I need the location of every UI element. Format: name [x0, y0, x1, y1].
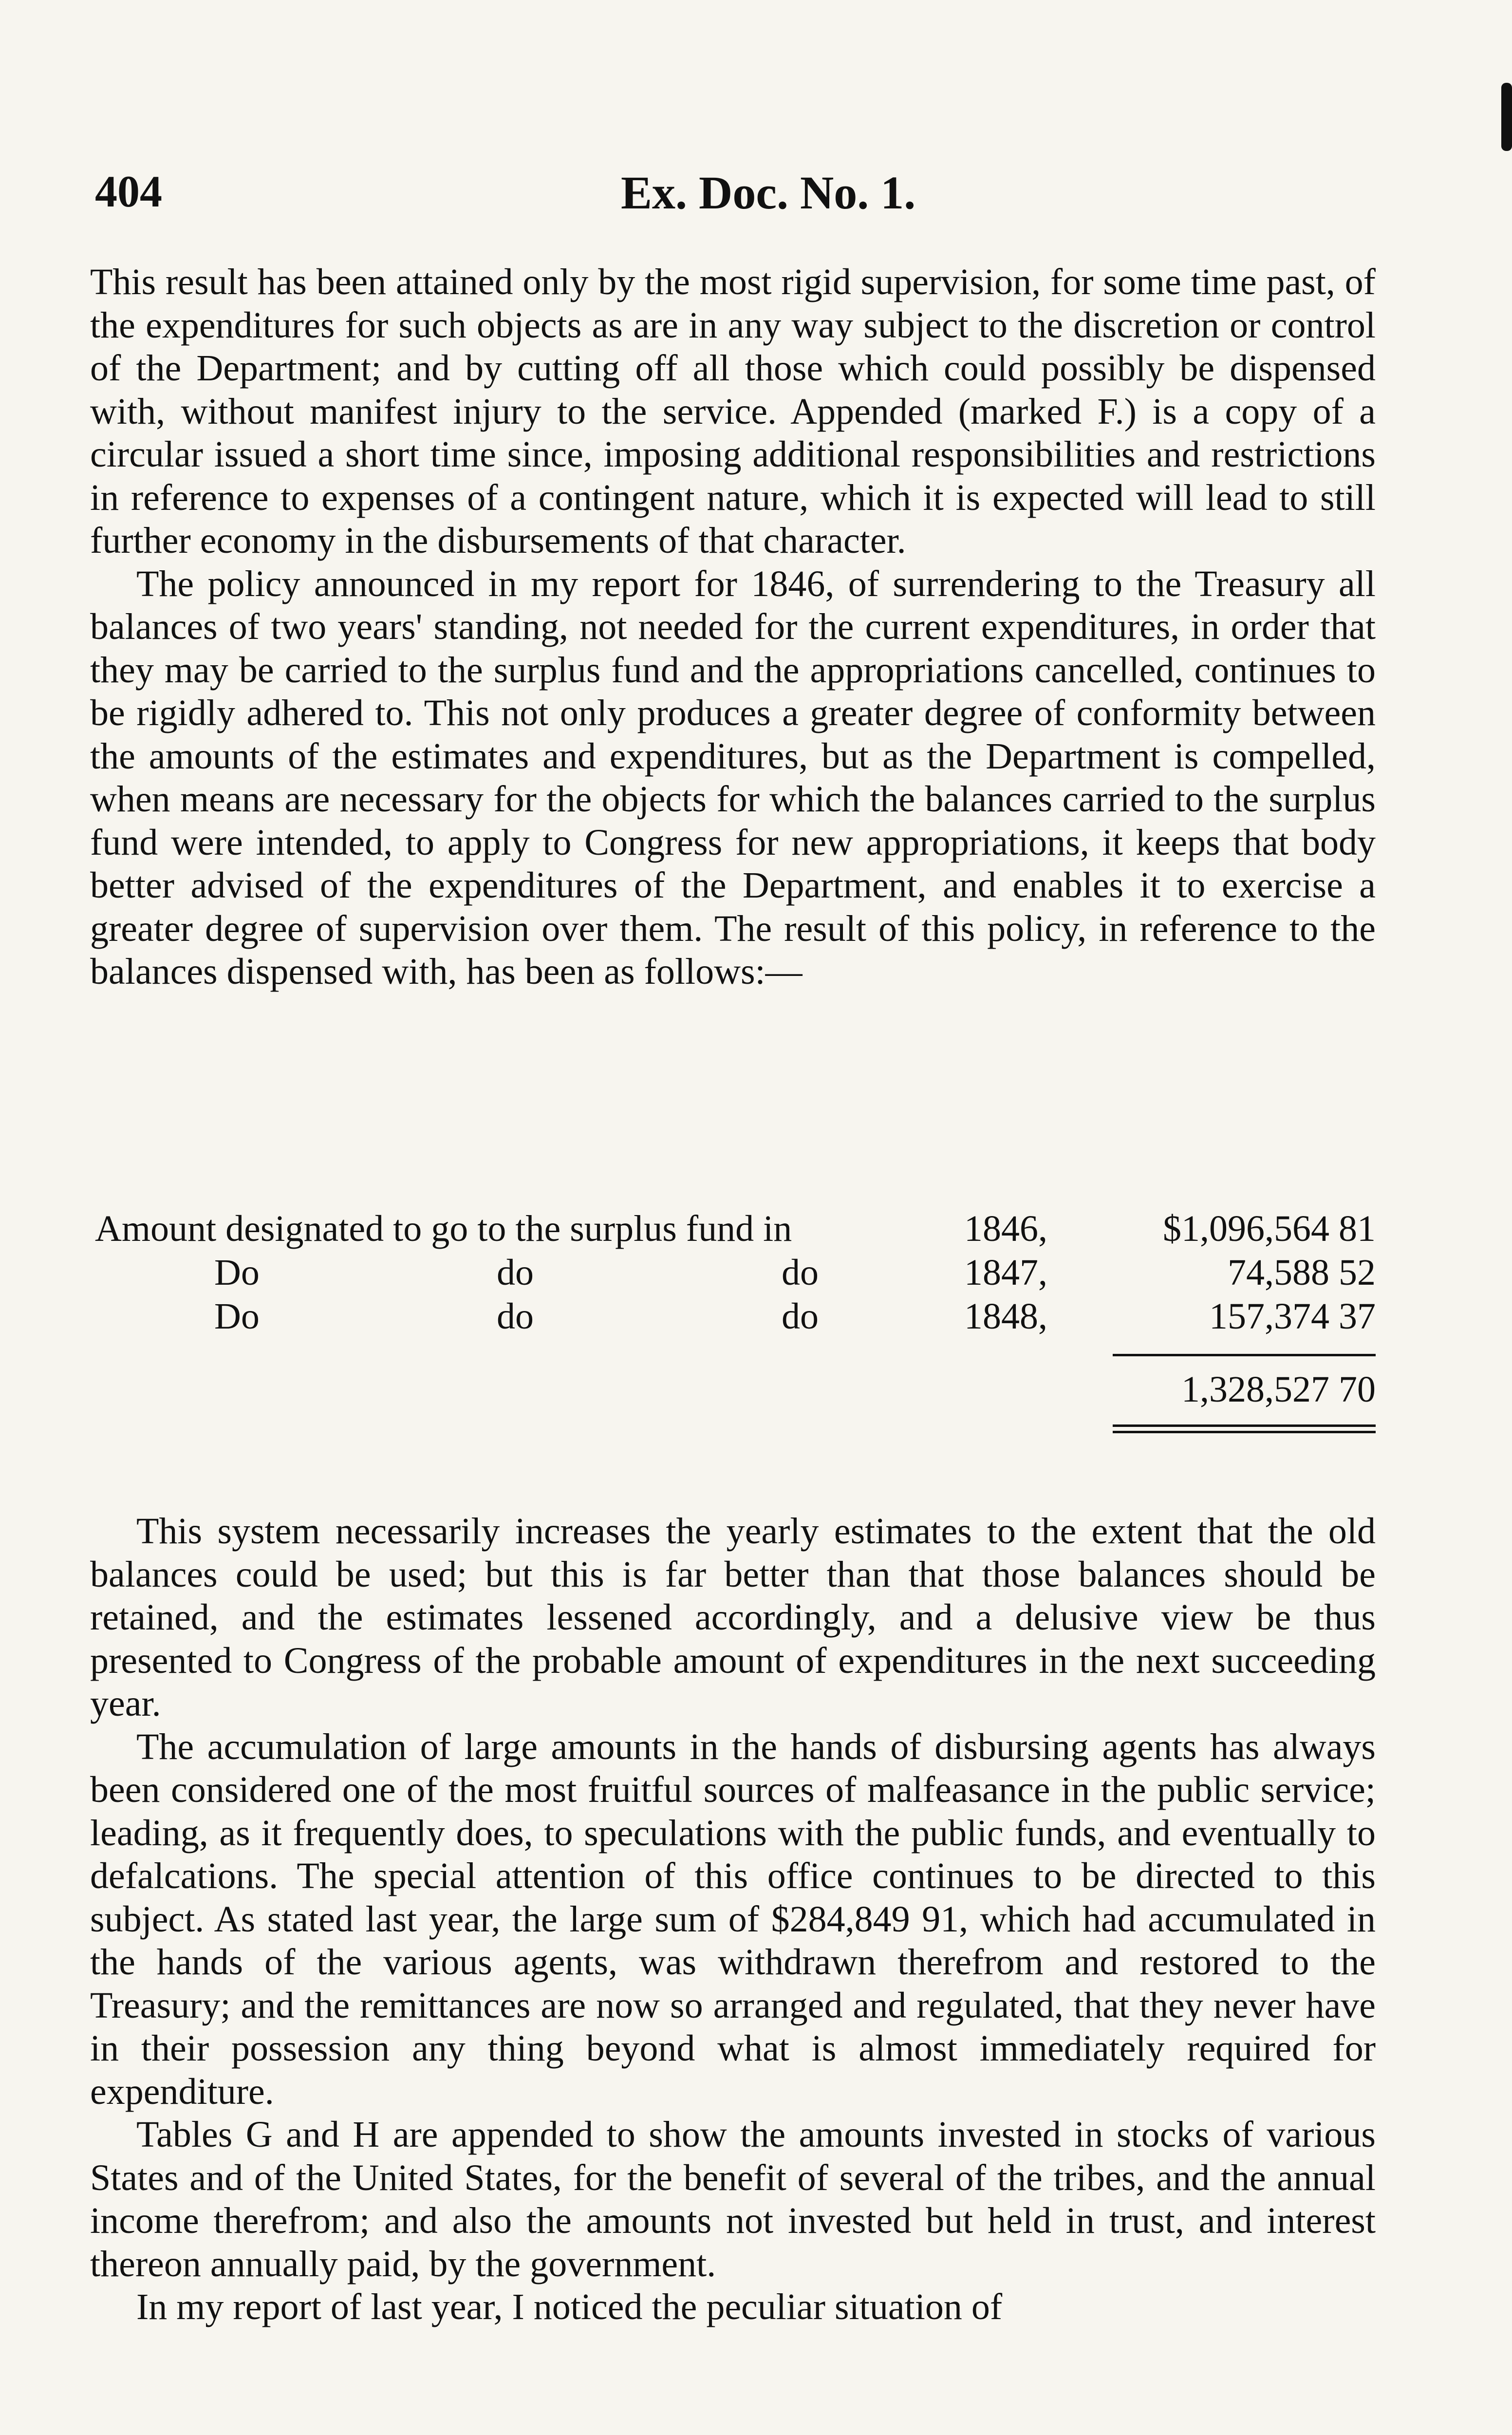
row-amount: $1,096,564 81 — [1163, 1208, 1376, 1249]
row-year: 1846, — [964, 1208, 1047, 1249]
paragraph-last-year: In my report of last year, I noticed the peculiar situation of — [136, 2286, 1003, 2327]
sum-rule — [1113, 1354, 1376, 1356]
paragraph-supervision: This result has been attained only by the most rigid supervision, for some time past, of the expenditures for such objects as are in any way subject to the discretion or control of the Department; and by cutting off all those which could possibly be dispensed with, without manifest injury to the service. Appended (marked F.) is a copy of a circular issued a short time since, imposing additional responsibilities and restrictions in reference to expenses of a contingent nature, which it is expected will lead to still further economy in the disbursements of that character. — [90, 262, 1376, 561]
paragraph-tables: Tables G and H are appended to show the amounts invested in stocks of various States and of the United States, for the benefit of several of the tribes, and the annual income therefrom; and also the amounts not invested but held in trust, and interest thereon annually paid, by the government. — [90, 2114, 1376, 2285]
page-header — [95, 166, 1390, 234]
paragraph-policy: The policy announced in my report for 1846, of surrendering to the Treasury all balances of two years' standing, not needed for the current expenditures, in order that they may be carried to the surplus fund and the appropriations cancelled, continues to be rigidly adhered to. This not only produces a greater degree of conformity between the amounts of the estimates and expenditures, but as the Department is compelled, when means are necessary for the objects for which the balances carried to the surplus fund were intended, to apply to Congress for new appropriations, it keeps that body better advised of the expenditures of the Department, and enables it to exercise a greater degree of supervision over them. The result of this policy, in reference to the balances dispensed with, has been as follows:— — [90, 563, 1376, 992]
table-total: 1,328,527 70 — [1181, 1369, 1376, 1410]
row-label: Do — [214, 1296, 260, 1337]
row-year: 1847, — [964, 1252, 1047, 1293]
paragraph-accumulation: The accumulation of large amounts in the hands of disbursing agents has always been considered one of the most fruitful sources of malfeasance in the public service; leading, as it frequently does, to speculations with the public funds, and eventually to defalcations. The special attention of this office continues to be directed to this subject. As stated last year, the large sum of $284,849 91, which had accumulated in the hands of the various agents, was withdrawn therefrom and restored to the Treasury; and the remittances are now so arranged and regulated, that they never have in their possession any thing beyond what is almost immediately required for expenditure. — [90, 1726, 1376, 2112]
row-label: Amount designated to go to the surplus fund in — [95, 1208, 792, 1249]
body-text-top — [90, 261, 1376, 993]
paragraph-estimates: This system necessarily increases the yearly estimates to the extent that the old balances could be used; but this is far better than that those balances should be retained, and the estimates lessened accordingly, and a delusive view be thus presented to Congress of the probable amount of expenditures in the next succeeding year. — [90, 1511, 1376, 1724]
row-ditto: do — [497, 1252, 534, 1293]
row-ditto: do — [782, 1252, 819, 1293]
row-year: 1848, — [964, 1296, 1047, 1337]
document-title: Ex. Doc. No. 1. — [621, 167, 916, 219]
row-amount: 74,588 52 — [1228, 1252, 1376, 1293]
table-row — [95, 1252, 1376, 1295]
row-label: Do — [214, 1252, 260, 1293]
surplus-fund-table — [95, 1208, 1376, 1451]
row-ditto: do — [782, 1296, 819, 1337]
table-row — [95, 1208, 1376, 1252]
body-text-bottom — [90, 1510, 1376, 2329]
total-double-rule — [1113, 1431, 1376, 1433]
table-row — [95, 1295, 1376, 1339]
page-edge-mark — [1501, 83, 1512, 151]
total-double-rule — [1113, 1424, 1376, 1427]
row-amount: 157,374 37 — [1209, 1296, 1376, 1337]
page-number: 404 — [95, 167, 162, 216]
row-ditto: do — [497, 1296, 534, 1337]
